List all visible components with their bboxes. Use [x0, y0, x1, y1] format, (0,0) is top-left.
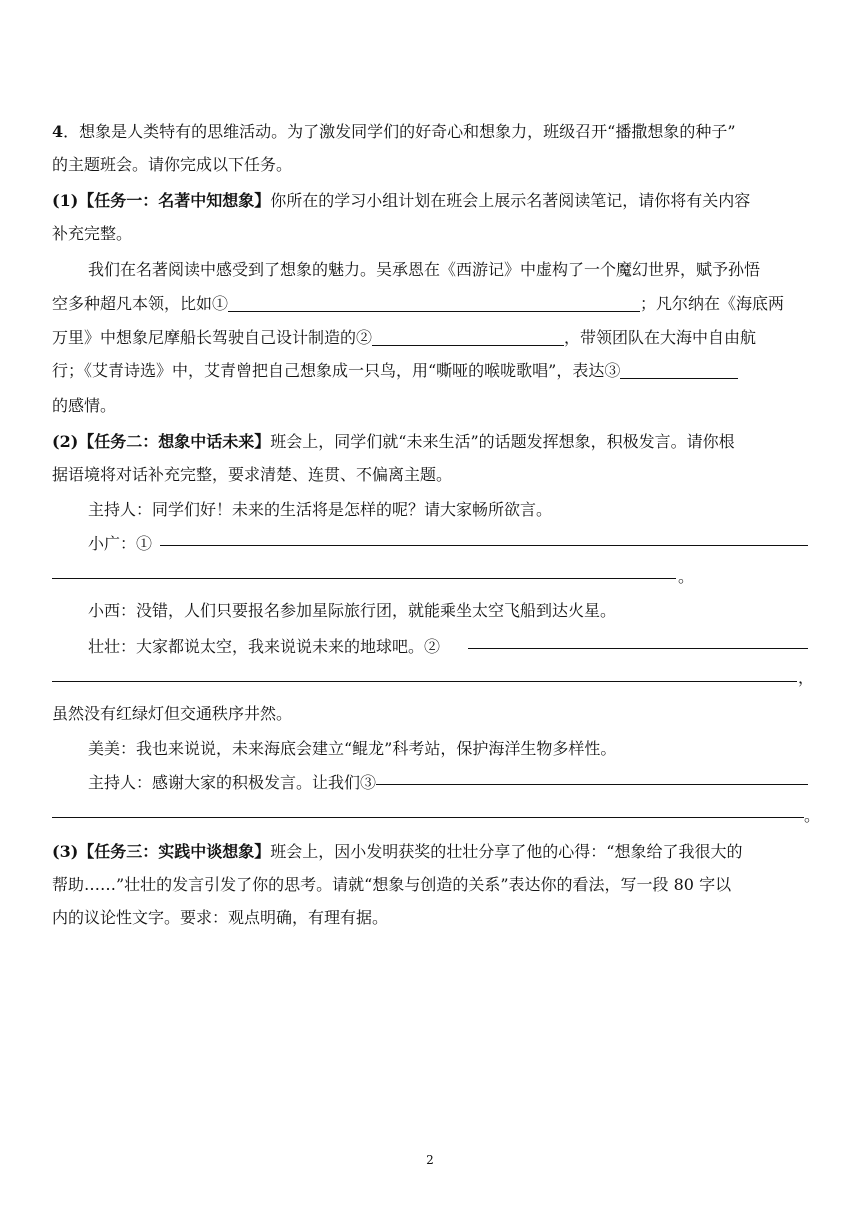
zhuangzhuang-line: 壮壮：大家都说太空，我来说说未来的地球吧。② [88, 637, 441, 656]
task1-paragraph-line1: 我们在名著阅读中感受到了想象的魅力。吴承恩在《西游记》中虚构了一个魔幻世界，赋予孙悟 [88, 260, 761, 279]
task3-line1 [52, 842, 812, 862]
task2-text: 班会上，同学们就“未来生活”的话题发挥想象，积极发言。请你根 [270, 432, 735, 451]
answer-line-xiaoguang-2[interactable] [52, 578, 676, 579]
task1-p4-text: 行；《艾青诗选》中，艾青曾把自己想象成一只鸟，用“嘶哑的喉咙歌唱”，表达③ [52, 361, 621, 380]
task1-paragraph-line3 [52, 328, 812, 348]
answer-line-host-2[interactable] [52, 817, 804, 818]
task1-line1 [52, 191, 812, 211]
task1-paragraph-line2 [52, 294, 812, 314]
task1-p2-text-a: 空多种超凡本领，比如① [52, 294, 229, 313]
question-intro-line2: 的主题班会。请你完成以下任务。 [52, 155, 293, 174]
answer-line-zhuangzhuang-2[interactable] [52, 681, 797, 682]
task3-line2: 帮助……”壮壮的发言引发了你的思考。请就“想象与创造的关系”表达你的看法，写一段 80 字以 [52, 875, 732, 894]
xiaoguang-line: 小广：① [88, 534, 153, 553]
answer-blank-3[interactable] [620, 362, 738, 379]
task1-paragraph-line5: 的感情。 [52, 396, 117, 415]
task1-text: 你所在的学习小组计划在班会上展示名著阅读笔记，请你将有关内容 [270, 191, 751, 210]
question-intro-line1 [52, 122, 812, 142]
host-opening: 主持人：同学们好！未来的生活将是怎样的呢？请大家畅所欲言。 [88, 500, 553, 519]
task1-p2-text-b: ；凡尔纳在《海底两 [640, 294, 785, 313]
task1-label: (1)【任务一：名著中知想象】 [52, 191, 271, 210]
answer-line-zhuangzhuang-1[interactable] [468, 648, 808, 649]
task1-line2: 补充完整。 [52, 224, 133, 243]
xiaoxi-line: 小西：没错，人们只要报名参加星际旅行团，就能乘坐太空飞船到达火星。 [88, 601, 617, 620]
task1-p3-text-a: 万里》中想象尼摩船长驾驶自己设计制造的② [52, 328, 373, 347]
zhuangzhuang-continuation: 虽然没有红绿灯但交通秩序井然。 [52, 704, 293, 723]
meimei-line: 美美：我也来说说，未来海底会建立“鲲龙”科考站，保护海洋生物多样性。 [88, 739, 617, 758]
question-intro-text: ．想象是人类特有的思维活动。为了激发同学们的好奇心和想象力，班级召开“播撒想象的种子” [63, 122, 736, 141]
task1-paragraph-line4 [52, 361, 812, 381]
task2-label: (2)【任务二：想象中话未来】 [52, 432, 271, 451]
answer-line-host-1[interactable] [376, 784, 808, 785]
question-number: 4 [52, 122, 64, 141]
task1-p3-text-b: ，带领团队在大海中自由航 [564, 328, 757, 347]
answer-blank-1[interactable] [228, 295, 640, 312]
task2-line2: 据语境将对话补充完整，要求清楚、连贯、不偏离主题。 [52, 465, 453, 484]
task3-label: (3)【任务三：实践中谈想象】 [52, 842, 271, 861]
page-number: 2 [426, 1153, 434, 1167]
task3-text: 班会上，因小发明获奖的壮壮分享了他的心得：“想象给了我很大的 [270, 842, 743, 861]
answer-blank-2[interactable] [372, 329, 564, 346]
comma: ， [798, 668, 815, 687]
host-closing: 主持人：感谢大家的积极发言。让我们③ [88, 773, 377, 792]
task2-line1 [52, 432, 812, 452]
answer-line-xiaoguang-1[interactable] [160, 545, 808, 546]
period-2: 。 [804, 806, 821, 825]
task3-line3: 内的议论性文字。要求：观点明确，有理有据。 [52, 908, 389, 927]
period-1: 。 [678, 567, 695, 586]
